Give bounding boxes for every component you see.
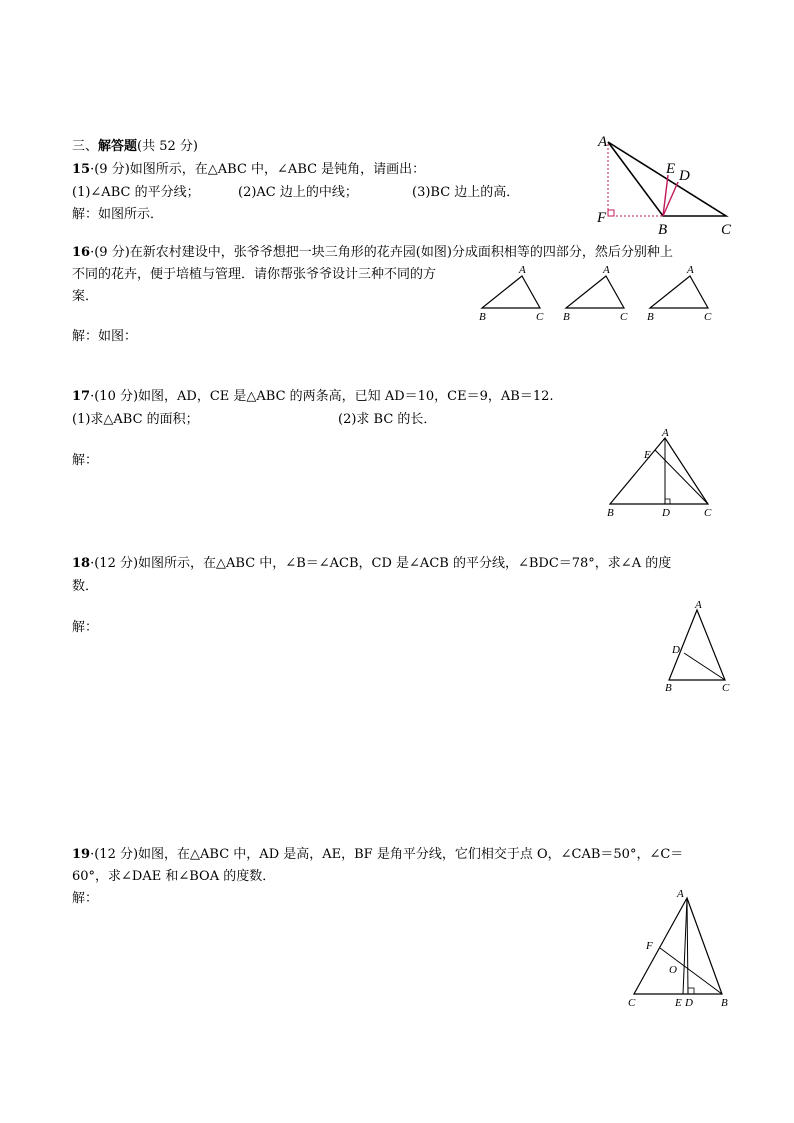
- q15-answer: 解：如图所示．: [72, 207, 164, 222]
- q15-figure: [590, 130, 740, 240]
- q17-figure: [604, 428, 724, 523]
- q16-fig2-label-c: C: [620, 311, 628, 323]
- q17-answer: 解：: [72, 453, 99, 468]
- q18-figure: [660, 598, 740, 698]
- q19-bisector-ae: [683, 898, 687, 994]
- q18-line2: 数．: [72, 579, 99, 594]
- q16-line1: [72, 244, 673, 262]
- section-points: (共 52 分): [137, 139, 198, 154]
- q19-number: 19: [72, 847, 91, 862]
- q16-fig3-label-b: B: [647, 311, 654, 323]
- q15-right-angle-f: [608, 210, 614, 216]
- q15-label-b: B: [658, 222, 668, 238]
- q16-fig2-label-b: B: [563, 311, 570, 323]
- q18-label-c: C: [722, 682, 730, 694]
- q17-height-ce: [655, 450, 708, 504]
- q19-label-a: A: [677, 888, 684, 900]
- q17-triangle: [610, 438, 708, 504]
- q16-fig1-label-c: C: [536, 311, 544, 323]
- q18-line1-text: ·(12 分)如图所示，在△ABC 中，∠B＝∠ACB，CD 是∠ACB 的平分线，∠BDC＝78°，求∠A 的度: [90, 556, 672, 571]
- q18-label-b: B: [665, 682, 672, 694]
- q15-label-c: C: [721, 222, 732, 238]
- q15-label-e: E: [666, 161, 676, 177]
- q19-label-o: O: [669, 964, 677, 976]
- q16-line1-text: ·(9 分)在新农村建设中，张爷爷想把一块三角形的花卉园(如图)分成面积相等的四部分，然后分别种上: [90, 245, 673, 260]
- q16-line3: 案．: [72, 289, 99, 304]
- q16-fig2-label-a: A: [603, 264, 610, 276]
- q19-height-ad: [687, 898, 688, 994]
- q17-intro-text: ·(10 分)如图，AD，CE 是△ABC 的两条高，已知 AD＝10，CE＝9，AB＝12.: [90, 389, 554, 404]
- q18-number: 18: [72, 556, 91, 571]
- q17-label-e: E: [644, 449, 651, 461]
- q19-line2: 60°，求∠DAE 和∠BOA 的度数．: [72, 869, 276, 884]
- q16-line2: 不同的花卉，便于培植与管理．请你帮张爷爷设计三种不同的方: [72, 267, 437, 282]
- q16-fig3-label-a: A: [687, 264, 694, 276]
- q19-label-e: E: [675, 997, 682, 1009]
- q19-figure: [622, 882, 742, 1014]
- q18-label-a: A: [695, 599, 702, 611]
- q19-label-b: B: [721, 997, 728, 1009]
- q16-figure-2: [562, 264, 634, 324]
- q19-label-c: C: [628, 997, 636, 1009]
- q15-label-a: A: [598, 134, 608, 150]
- section-header: [72, 138, 198, 156]
- q18-line1: [72, 555, 671, 573]
- q17-right-angle-d: [665, 499, 670, 504]
- q15-part1: (1)∠ABC 的平分线；: [72, 185, 200, 200]
- q17-label-a: A: [662, 427, 669, 439]
- q16-fig1-label-b: B: [479, 311, 486, 323]
- section-title: 解答题: [98, 139, 138, 154]
- section-prefix: 三、: [72, 139, 99, 154]
- q19-answer: 解：: [72, 891, 99, 906]
- q16-figure-3: [646, 264, 718, 324]
- q16-number: 16: [72, 245, 91, 260]
- q18-answer: 解：: [72, 620, 99, 635]
- q19-line1: [72, 846, 683, 864]
- q16-figure-1: [478, 264, 550, 324]
- q17-label-c: C: [704, 507, 712, 519]
- q15-part3: (3)BC 边上的高．: [412, 185, 520, 200]
- q16-fig3-label-c: C: [704, 311, 712, 323]
- q19-label-d: D: [685, 997, 693, 1009]
- q15-part2: (2)AC 边上的中线；: [238, 185, 358, 200]
- q19-line1-text: ·(12 分)如图，在△ABC 中，AD 是高，AE，BF 是角平分线，它们相交于点 O，∠CAB＝50°，∠C＝: [90, 847, 684, 862]
- q15-label-d: D: [679, 168, 690, 184]
- q19-label-f: F: [646, 940, 653, 952]
- q17-part2: (2)求 BC 的长．: [338, 412, 437, 427]
- q18-label-d: D: [672, 644, 680, 656]
- q17-part1: (1)求△ABC 的面积；: [72, 412, 199, 427]
- q15-intro-text: ·(9 分)如图所示，在△ABC 中，∠ABC 是钝角，请画出：: [90, 162, 426, 177]
- q19-right-angle-d: [688, 988, 694, 994]
- q17-label-b: B: [607, 507, 614, 519]
- q16-answer: 解：如图：: [72, 329, 138, 344]
- q17-intro: [72, 388, 554, 406]
- q15-number: 15: [72, 162, 91, 177]
- q15-intro: [72, 161, 425, 179]
- q17-label-d: D: [662, 507, 670, 519]
- q16-fig1-label-a: A: [519, 264, 526, 276]
- q15-label-f: F: [597, 210, 607, 226]
- q17-number: 17: [72, 389, 91, 404]
- q18-bisector-cd: [684, 653, 725, 680]
